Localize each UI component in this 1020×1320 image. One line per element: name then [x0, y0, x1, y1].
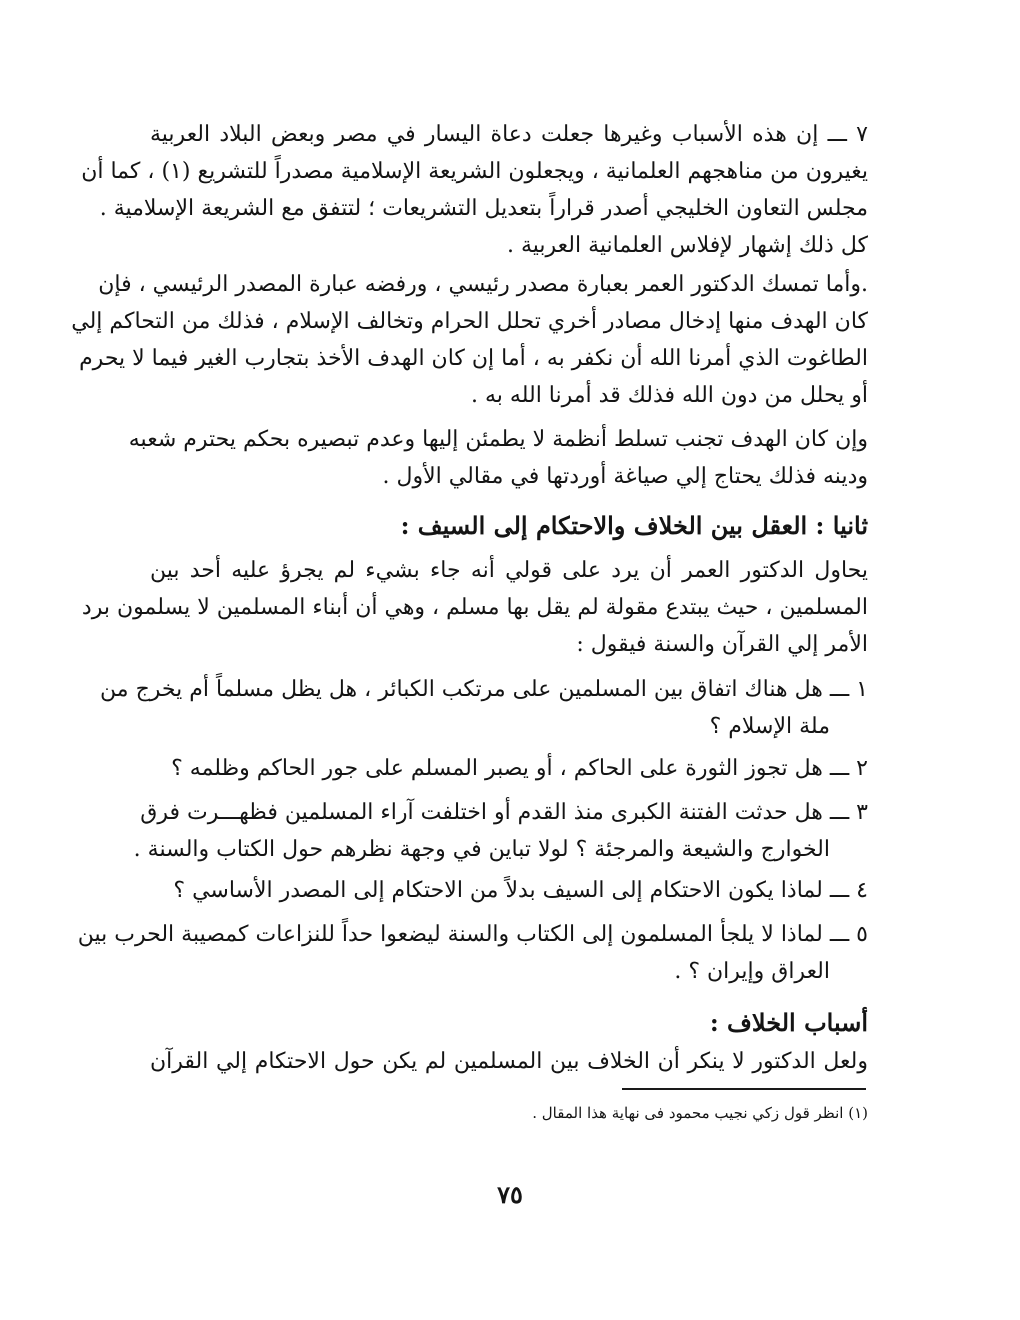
- paragraph-line: .وأما تمسك الدكتور العمر بعبارة مصدر رئيسي ، ورفضه عبارة المصدر الرئيسي ، فإن: [98, 272, 868, 297]
- question-line: الخوارج والشيعة والمرجئة ؟ لولا تباين في وجهة نظرهم حول الكتاب والسنة .: [133, 837, 830, 862]
- paragraph-line: يغيرون من مناهجهم العلمانية ، ويجعلون الشريعة الإسلامية مصدراً للتشريع (١) ، كما أن: [81, 159, 868, 184]
- question-line: ١ ـــ هل هناك اتفاق بين المسلمين على مرتكب الكبائر ، هل يظل مسلماً أم يخرج من: [100, 677, 868, 702]
- paragraph-line: كل ذلك إشهار لإفلاس العلمانية العربية .: [506, 233, 868, 258]
- section-heading: أسباب الخلاف :: [709, 1008, 868, 1037]
- paragraph-line: ودينه فذلك يحتاج إلي صياغة أوردتها في مقالي الأول .: [382, 464, 868, 489]
- page-number: ٧٥: [497, 1180, 523, 1209]
- paragraph-line: وإن كان الهدف تجنب تسلط أنظمة لا يطمئن إليها وعدم تبصيره بحكم يحترم شعبه: [128, 427, 868, 452]
- footnote-divider: [622, 1088, 866, 1090]
- question-line: ٥ ـــ لماذا لا يلجأ المسلمون إلى الكتاب والسنة ليضعوا حداً للنزاعات كمصيبة الحرب بين: [77, 922, 868, 947]
- section-heading: ثانيا : العقل بين الخلاف والاحتكام إلى السيف :: [400, 511, 868, 540]
- paragraph-line: ٧ ـــ إن هذه الأسباب وغيرها جعلت دعاة اليسار في مصر وبعض البلاد العربية: [150, 122, 868, 147]
- question-line: ٤ ـــ لماذا يكون الاحتكام إلى السيف بدلاً من الاحتكام إلى المصدر الأساسي ؟: [173, 878, 868, 903]
- paragraph-line: الطاغوت الذي أمرنا الله أن نكفر به ، أما إن كان الهدف الأخذ بتجارب الغير فيما لا يحرم: [79, 346, 868, 371]
- paragraph-line: المسلمين ، حيث يبتدع مقولة لم يقل بها مسلم ، وهي أن أبناء المسلمين لا يسلمون برد: [81, 595, 868, 620]
- question-line: ٢ ـــ هل تجوز الثورة على الحاكم ، أو يصبر المسلم على جور الحاكم وظلمه ؟: [171, 756, 868, 781]
- paragraph-line: الأمر إلي القرآن والسنة فيقول :: [576, 632, 868, 657]
- question-line: ٣ ـــ هل حدثت الفتنة الكبرى منذ القدم أو اختلفت آراء المسلمين فظهـــرت فرق: [140, 800, 868, 825]
- paragraph-line: كان الهدف منها إدخال مصادر أخري تحلل الحرام وتخالف الإسلام ، فذلك من التحاكم إلي: [71, 309, 868, 334]
- paragraph-line: أو يحلل من دون الله فذلك قد أمرنا الله به .: [471, 383, 868, 408]
- paragraph-line: مجلس التعاون الخليجي أصدر قراراً بتعديل التشريعات ؛ لتتفق مع الشريعة الإسلامية .: [99, 196, 868, 221]
- question-line: ملة الإسلام ؟: [709, 714, 830, 739]
- paragraph-line: ولعل الدكتور لا ينكر أن الخلاف بين المسلمين لم يكن حول الاحتكام إلي القرآن: [150, 1049, 868, 1074]
- question-line: العراق وإيران ؟ .: [674, 959, 830, 984]
- paragraph-line: يحاول الدكتور العمر أن يرد على قولي أنه جاء بشيء لم يجرؤ عليه أحد بين: [150, 558, 868, 583]
- footnote: (١) انظر قول زكي نجيب محمود فى نهاية هذا المقال .: [532, 1104, 868, 1122]
